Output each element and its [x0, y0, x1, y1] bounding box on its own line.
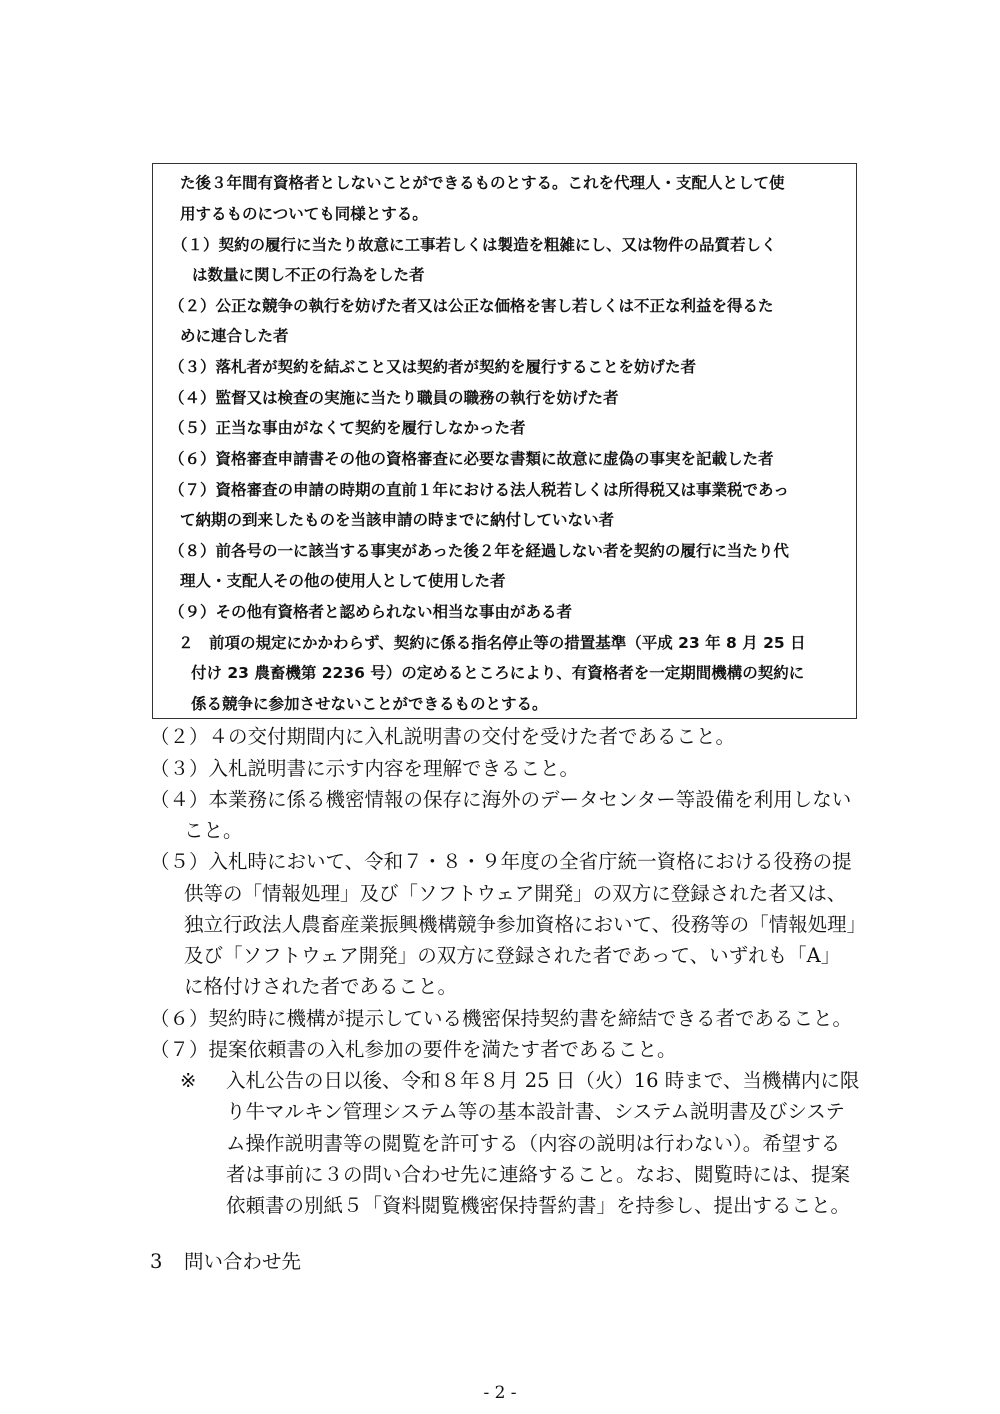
box-line: た後３年間有資格者としないことができるものとする。これを代理人・支配人として使 [180, 174, 785, 192]
note-line: 者は事前に３の問い合わせ先に連絡すること。なお、閲覧時には、提案 [226, 1163, 851, 1186]
body-line: に格付けされた者であること。 [184, 975, 458, 998]
body-line: （７）提案依頼書の入札参加の要件を満たす者であること。 [150, 1038, 677, 1061]
body-line: （５）入札時において、令和７・８・９年度の全省庁統一資格における役務の提 [150, 850, 852, 873]
note-line: り牛マルキン管理システム等の基本設計書、システム説明書及びシステ [226, 1100, 845, 1123]
box-line: （６）資格審査申請書その他の資格審査に必要な書類に故意に虚偽の事実を記載した者 [169, 450, 774, 468]
note-line: 依頼書の別紙５「資料閲覧機密保持誓約書」を持参し、提出すること。 [226, 1194, 851, 1217]
box-line: は数量に関し不正の行為をした者 [192, 266, 425, 284]
body-line: 独立行政法人農畜産業振興機構競争参加資格において、役務等の「情報処理」 [184, 913, 867, 936]
box-line: （４）監督又は検査の実施に当たり職員の職務の執行を妨げた者 [169, 389, 619, 407]
note-line: ム操作説明書等の閲覧を許可する（内容の説明は行わない）。希望する [226, 1132, 841, 1155]
section-title: 問い合わせ先 [184, 1250, 302, 1273]
body-line: （２）４の交付期間内に入札説明書の交付を受けた者であること。 [150, 725, 736, 748]
page-number: - 2 - [483, 1383, 517, 1403]
quoted-regulation-box [152, 163, 857, 719]
body-line: 及び「ソフトウェア開発」の双方に登録された者であって、いずれも「A」 [184, 944, 841, 967]
section-number: 3 [150, 1250, 163, 1273]
box-line: 用するものについても同様とする。 [180, 205, 428, 223]
box-line: めに連合した者 [180, 327, 289, 345]
box-line: 理人・支配人その他の使用人として使用した者 [180, 572, 506, 590]
body-line: （３）入札説明書に示す内容を理解できること。 [150, 757, 580, 780]
body-line: （４）本業務に係る機密情報の保存に海外のデータセンター等設備を利用しない [150, 788, 852, 811]
body-line: （６）契約時に機構が提示している機密保持契約書を締結できる者であること。 [150, 1007, 853, 1030]
box-line: て納期の到来したものを当該申請の時までに納付していない者 [180, 511, 615, 529]
box-line: （３）落札者が契約を結ぶこと又は契約者が契約を履行することを妨げた者 [169, 358, 697, 376]
box-line: （８）前各号の一に該当する事実があった後２年を経過しない者を契約の履行に当たり代 [169, 542, 789, 560]
note-line: 入札公告の日以後、令和８年８月 25 日（火）16 時まで、当機構内に限 [226, 1069, 860, 1092]
body-line: 供等の「情報処理」及び「ソフトウェア開発」の双方に登録された者又は、 [184, 882, 847, 905]
box-line: （９）その他有資格者と認められない相当な事由がある者 [169, 603, 573, 621]
box-line: （２）公正な競争の執行を妨げた者又は公正な価格を害し若しくは不正な利益を得るた [169, 297, 774, 315]
body-line: こと。 [184, 819, 243, 842]
box-line: （５）正当な事由がなくて契約を履行しなかった者 [169, 419, 526, 437]
box-line: （７）資格審査の申請の時期の直前１年における法人税若しくは所得税又は事業税であっ [169, 481, 789, 499]
box-line: 付け 23 農畜機第 2236 号）の定めるところにより、有資格者を一定期間機構の契約に [191, 664, 805, 682]
box-line: 係る競争に参加させないことができるものとする。 [191, 695, 548, 713]
box-line: （１）契約の履行に当たり故意に工事若しくは製造を粗雑にし、又は物件の品質若しく [172, 236, 777, 254]
note-mark: ※ [180, 1069, 197, 1092]
box-line: ２ 前項の規定にかかわらず、契約に係る指名停止等の措置基準（平成 23 年 8 月 25 日 [178, 634, 806, 652]
